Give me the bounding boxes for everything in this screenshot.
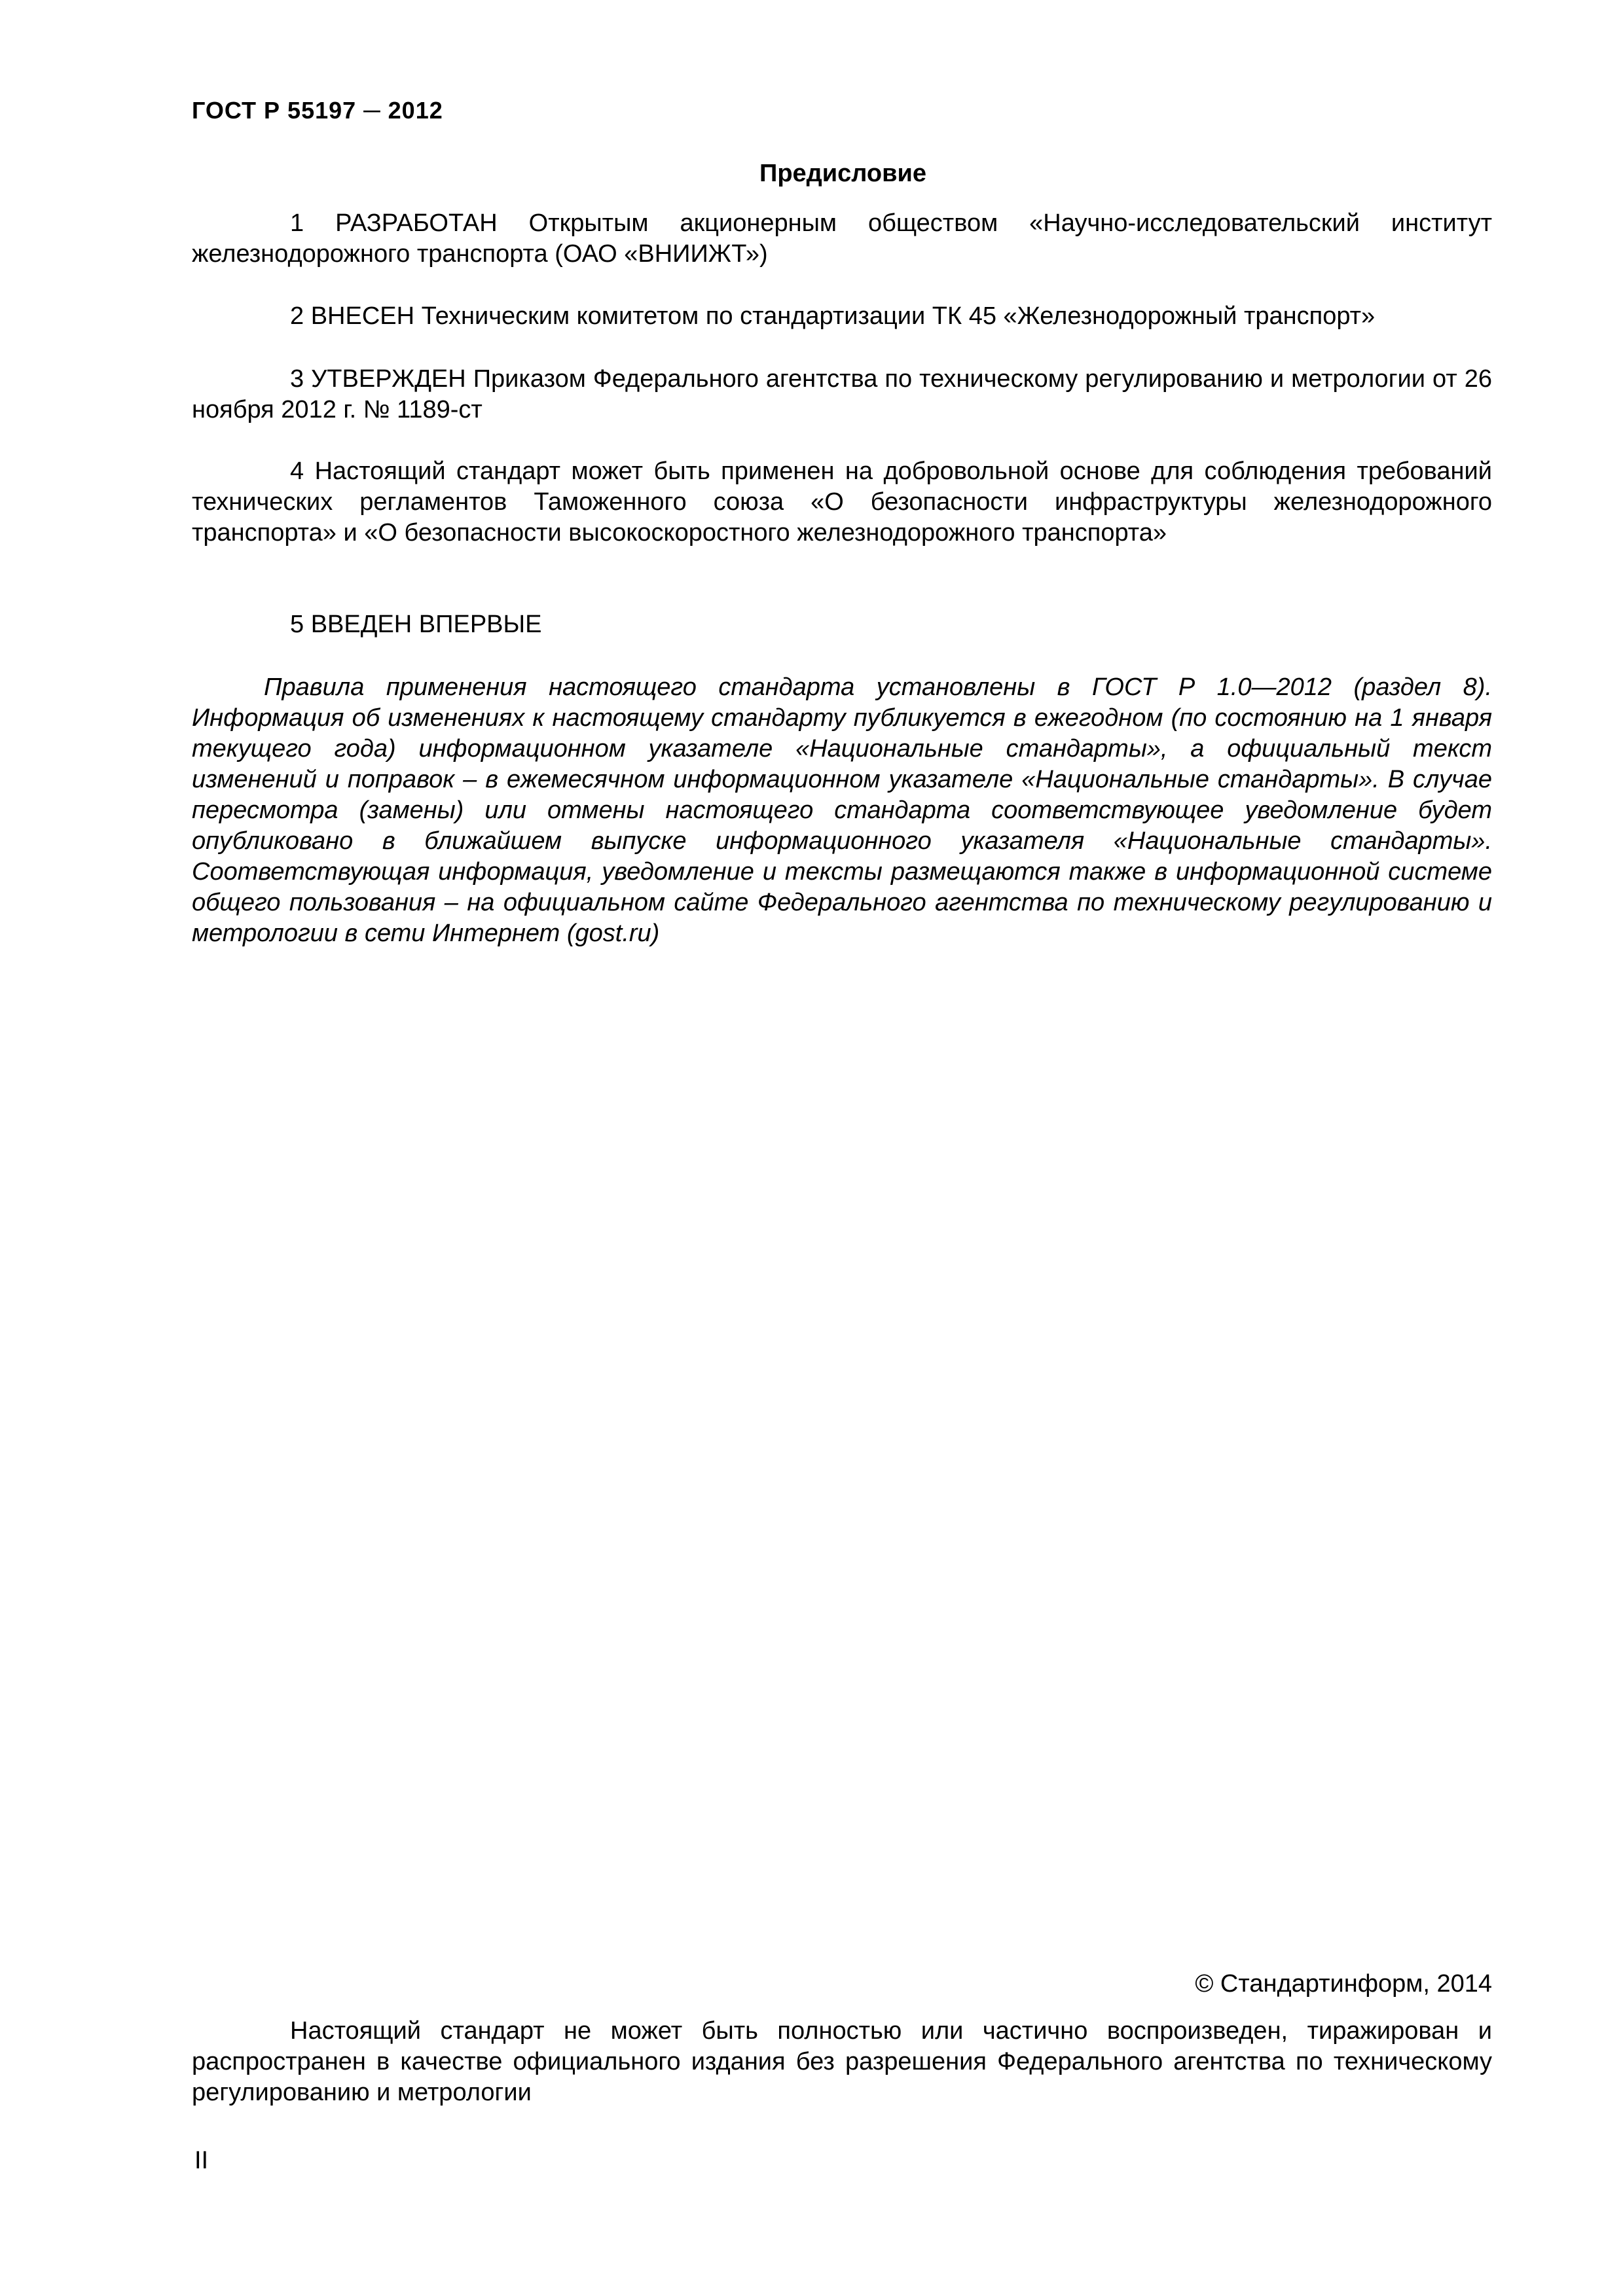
foreword-item-5: 5 ВВЕДЕН ВПЕРВЫЕ bbox=[290, 611, 542, 638]
page-number: II bbox=[194, 2147, 209, 2174]
document-designation: ГОСТ Р 55197 ─ 2012 bbox=[192, 97, 443, 124]
page-title-text: Предисловие bbox=[759, 160, 926, 187]
reproduction-notice: Настоящий стандарт не может быть полностью или частично воспроизведен, тиражирован и распространен в качестве официального издания без разрешения Федерального агентства по техническому регулированию и метрологии bbox=[192, 2017, 1492, 2106]
rules-notice: Правила применения настоящего стандарта установлены в ГОСТ Р 1.0—2012 (раздел 8). Информация об изменениях к настоящему стандарту публикуется в ежегодном (по состоянию на 1 января текущего года) информационном указателе «Национальные стандарты», а официальный текст изменений и поправок – в ежемесячном информационном указателе «Национальные стандарты». В случае пересмотра (замены) или отмены настоящего стандарта соответствующее уведомление будет опубликовано в ближайшем выпуске информационного указателя «Национальные стандарты». Соответствующая информация, уведомление и тексты размещаются также в информационной системе общего пользования – на официальном сайте Федерального агентства по техническому регулированию и метрологии в сети Интернет (gost.ru) bbox=[192, 673, 1492, 947]
foreword-item-4: 4 Настоящий стандарт может быть применен на добровольной основе для соблюдения требований технических регламентов Таможенного союза «О безопасности инфраструктуры железнодорожного транспорта» и «О безопасности высокоскоростного железнодорожного транспорта» bbox=[192, 457, 1492, 547]
foreword-item-3: 3 УТВЕРЖДЕН Приказом Федерального агентства по техническому регулированию и метрологии от 26 ноября 2012 г. № 1189-ст bbox=[192, 365, 1492, 423]
page-title bbox=[0, 160, 1623, 188]
foreword-item-2: 2 ВНЕСЕН Техническим комитетом по стандартизации ТК 45 «Железнодорожный транспорт» bbox=[290, 302, 1376, 330]
foreword-item-1: 1 РАЗРАБОТАН Открытым акционерным обществом «Научно-исследовательский институт железнодорожного транспорта (ОАО «ВНИИЖТ») bbox=[192, 209, 1492, 268]
copyright: © Стандартинформ, 2014 bbox=[1195, 1970, 1492, 1998]
